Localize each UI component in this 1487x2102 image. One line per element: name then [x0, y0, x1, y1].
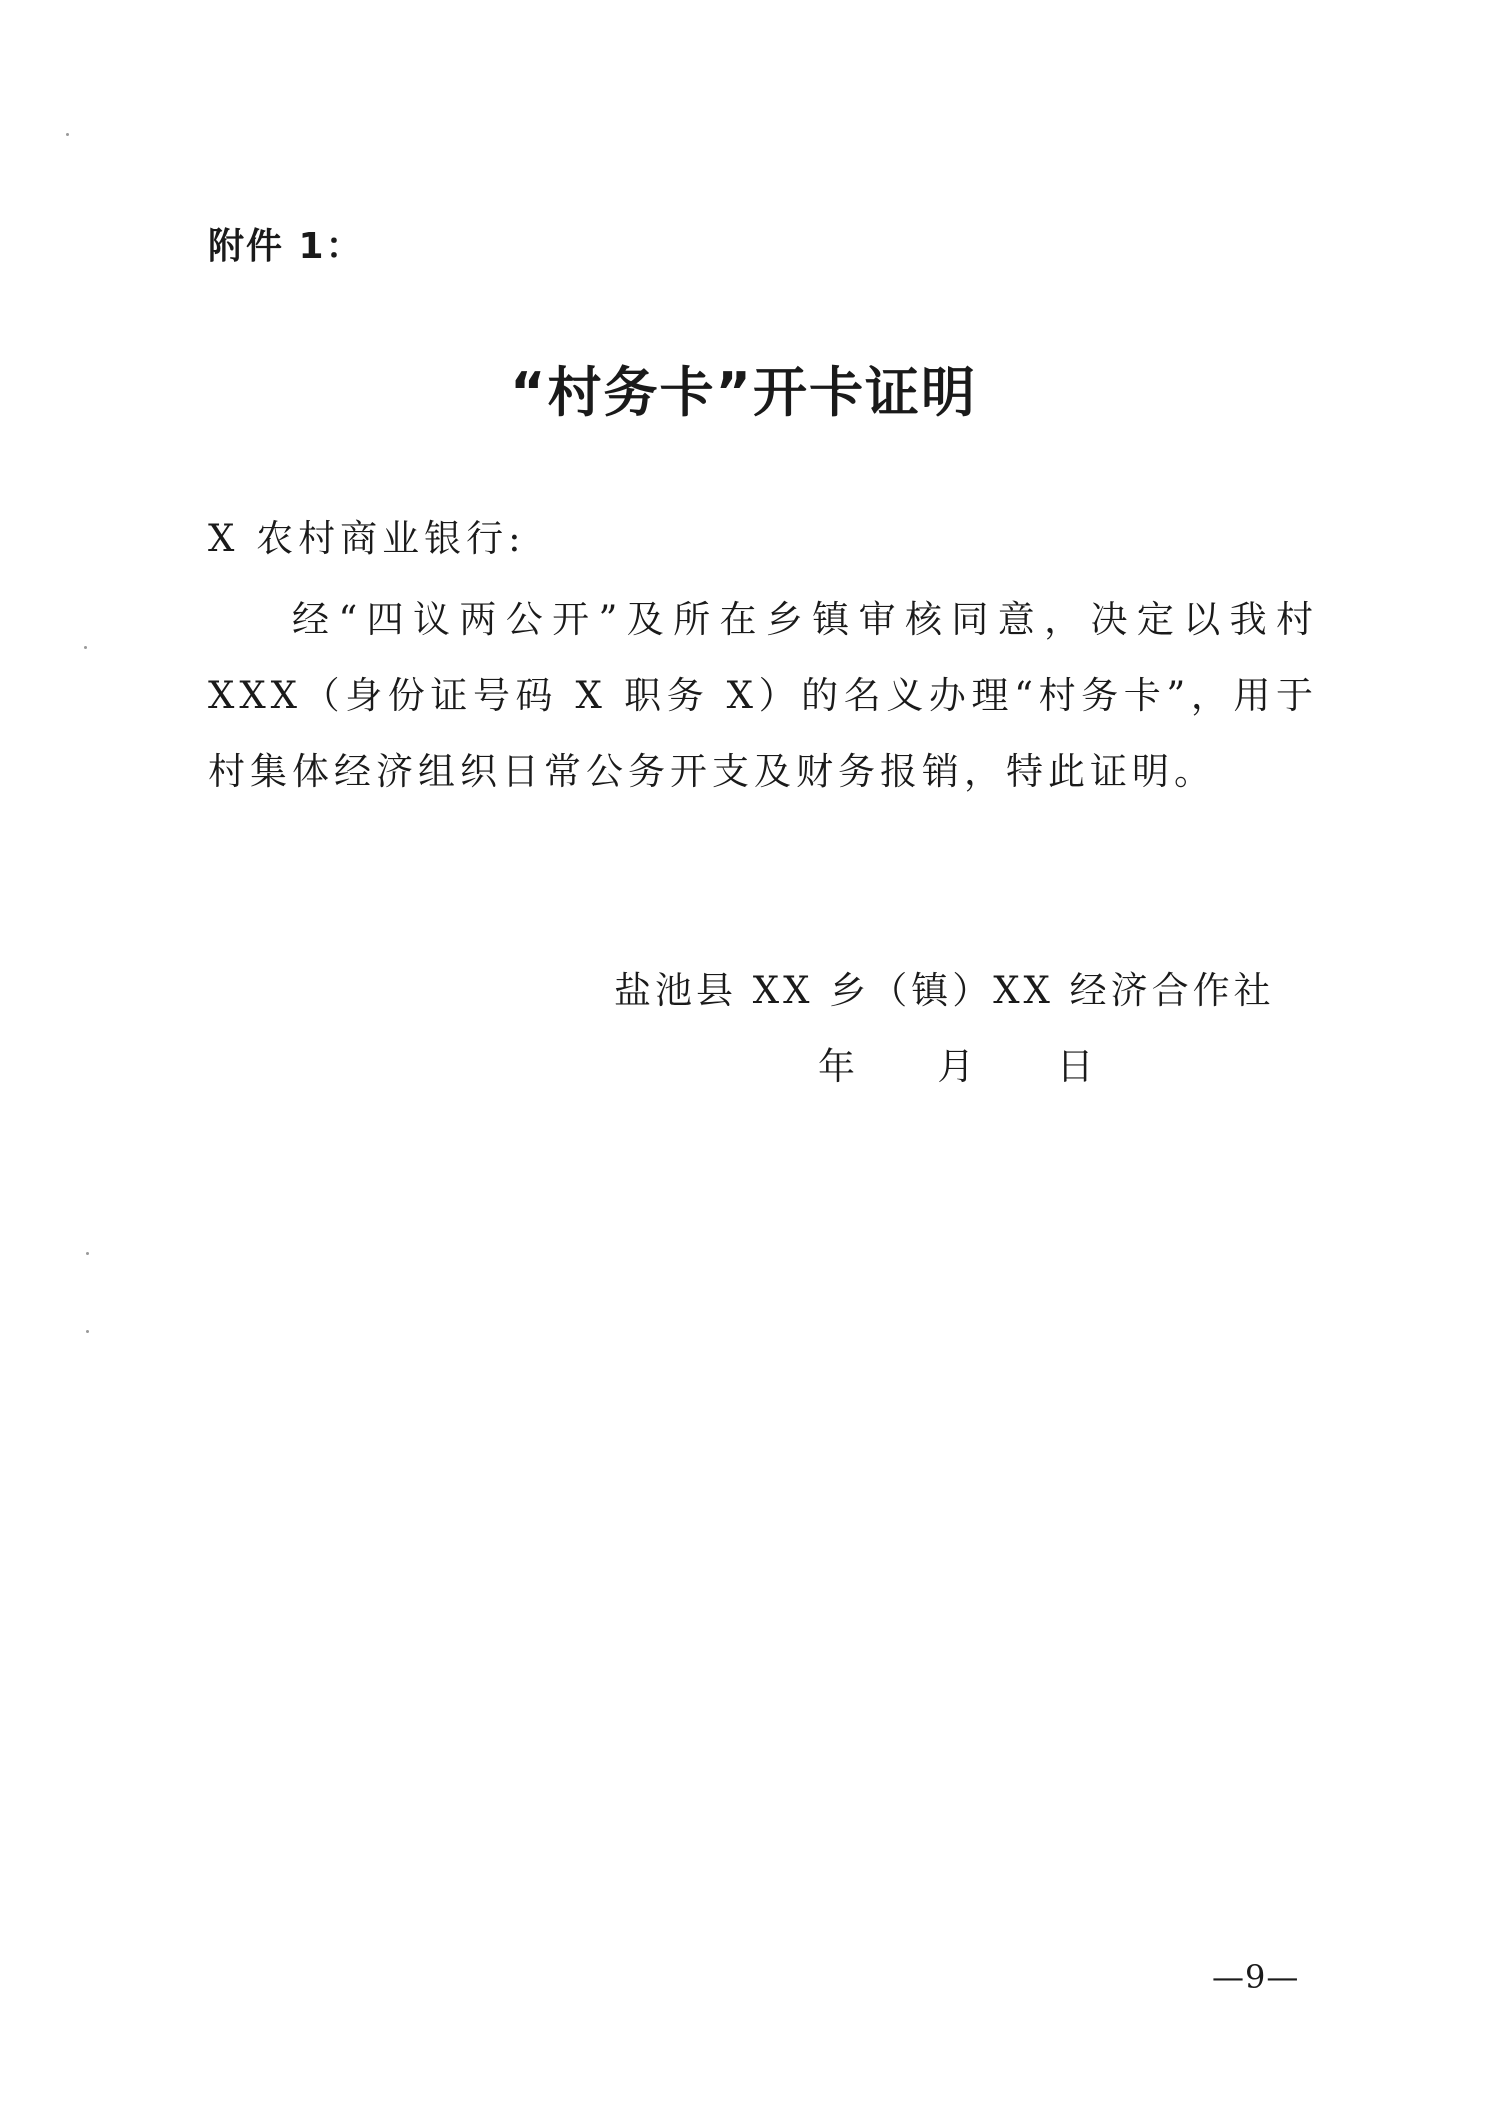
scan-speck	[86, 1330, 89, 1333]
scan-speck	[84, 646, 87, 649]
signature-organization: 盐池县 XX 乡（镇）XX 经济合作社	[614, 969, 1275, 1012]
scan-speck	[86, 1252, 89, 1255]
body-paragraph: 经“四议两公开”及所在乡镇审核同意，决定以我村 XXX（身份证号码 X 职务 X）的名义办理“村务卡”，用于村集体经济组织日常公务开支及财务报销，特此证明。	[208, 598, 1318, 793]
scan-speck	[66, 133, 69, 136]
salutation: X 农村商业银行:	[208, 517, 526, 560]
document-title: “村务卡”开卡证明	[510, 361, 977, 424]
page-number: —9—	[1212, 1958, 1300, 1996]
signature-date: 年 月 日	[818, 1045, 1094, 1088]
attachment-label: 附件 1：	[208, 226, 364, 267]
